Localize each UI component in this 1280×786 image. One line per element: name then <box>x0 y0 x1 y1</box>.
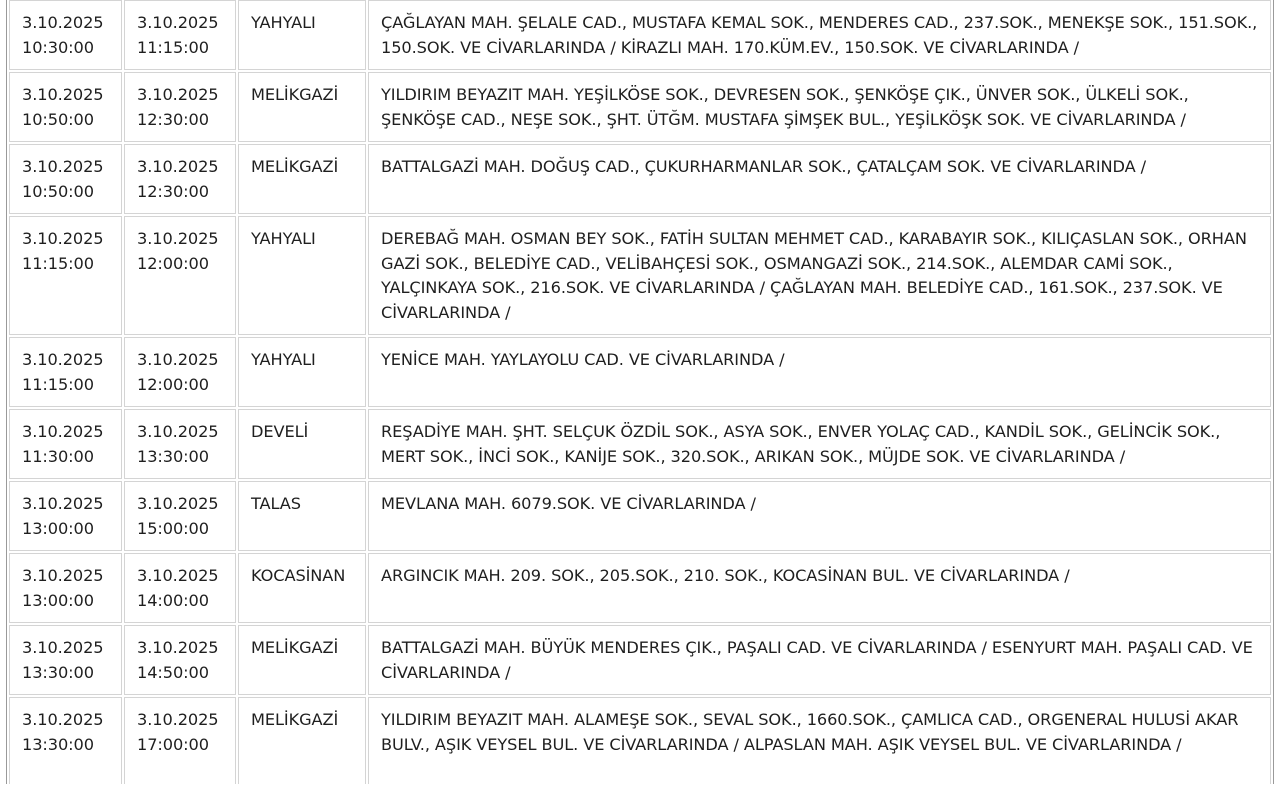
end-date: 3.10.2025 <box>137 157 219 176</box>
end-cell <box>124 409 236 479</box>
end-date: 3.10.2025 <box>137 710 219 729</box>
end-time: 14:00:00 <box>137 590 209 610</box>
end-date: 3.10.2025 <box>137 494 219 513</box>
start-time: 13:30:00 <box>22 662 94 682</box>
address-cell: YILDIRIM BEYAZIT MAH. ALAMEŞE SOK., SEVAL SOK., 1660.SOK., ÇAMLICA CAD., ORGENERAL HULUSİ AKAR BULV., AŞIK VEYSEL BUL. VE CİVARLARINDA / ALPASLAN MAH. AŞIK VEYSEL BUL. VE CİVARLARINDA / <box>368 697 1271 784</box>
address-cell: ARGINCIK MAH. 209. SOK., 205.SOK., 210. SOK., KOCASİNAN BUL. VE CİVARLARINDA / <box>368 553 1271 623</box>
district-cell: DEVELİ <box>238 409 366 479</box>
table-row <box>9 0 1271 70</box>
end-date: 3.10.2025 <box>137 566 219 585</box>
start-time: 13:00:00 <box>22 518 94 538</box>
start-time: 11:15:00 <box>22 253 94 273</box>
table-row <box>9 697 1271 784</box>
outage-table-container <box>6 0 1274 784</box>
address-cell: BATTALGAZİ MAH. DOĞUŞ CAD., ÇUKURHARMANLAR SOK., ÇATALÇAM SOK. VE CİVARLARINDA / <box>368 144 1271 214</box>
start-date: 3.10.2025 <box>22 422 104 441</box>
end-time: 17:00:00 <box>137 734 209 754</box>
start-time: 10:30:00 <box>22 37 94 57</box>
start-date: 3.10.2025 <box>22 13 104 32</box>
start-time: 13:30:00 <box>22 734 94 754</box>
end-date: 3.10.2025 <box>137 85 219 104</box>
address-cell: DEREBAĞ MAH. OSMAN BEY SOK., FATİH SULTAN MEHMET CAD., KARABAYIR SOK., KILIÇASLAN SOK., ORHAN GAZİ SOK., BELEDİYE CAD., VELİBAHÇESİ SOK., OSMANGAZİ SOK., 214.SOK., ALEMDAR CAMİ SOK., YALÇINKAYA SOK., 216.SOK. VE CİVARLARINDA / ÇAĞLAYAN MAH. BELEDİYE CAD., 161.SOK., 237.SOK. VE CİVARLARINDA / <box>368 216 1271 335</box>
start-date: 3.10.2025 <box>22 350 104 369</box>
end-date: 3.10.2025 <box>137 229 219 248</box>
end-cell <box>124 144 236 214</box>
end-time: 12:30:00 <box>137 181 209 201</box>
end-time: 14:50:00 <box>137 662 209 682</box>
start-time: 10:50:00 <box>22 109 94 129</box>
district-cell: YAHYALI <box>238 0 366 70</box>
start-date: 3.10.2025 <box>22 638 104 657</box>
address-cell: YENİCE MAH. YAYLAYOLU CAD. VE CİVARLARINDA / <box>368 337 1271 407</box>
end-time: 15:00:00 <box>137 518 209 538</box>
table-row <box>9 625 1271 695</box>
end-date: 3.10.2025 <box>137 422 219 441</box>
table-row <box>9 216 1271 335</box>
end-cell <box>124 337 236 407</box>
table-row <box>9 337 1271 407</box>
start-date: 3.10.2025 <box>22 494 104 513</box>
table-row <box>9 72 1271 142</box>
address-cell: REŞADİYE MAH. ŞHT. SELÇUK ÖZDİL SOK., ASYA SOK., ENVER YOLAÇ CAD., KANDİL SOK., GELİNCİK SOK., MERT SOK., İNCİ SOK., KANİJE SOK., 320.SOK., ARIKAN SOK., MÜJDE SOK. VE CİVARLARINDA / <box>368 409 1271 479</box>
table-body <box>9 0 1271 784</box>
district-cell: MELİKGAZİ <box>238 144 366 214</box>
end-time: 12:00:00 <box>137 374 209 394</box>
district-cell: YAHYALI <box>238 337 366 407</box>
end-cell <box>124 481 236 551</box>
start-cell <box>9 216 122 335</box>
table-row <box>9 481 1271 551</box>
district-cell: MELİKGAZİ <box>238 72 366 142</box>
district-cell: KOCASİNAN <box>238 553 366 623</box>
address-cell: YILDIRIM BEYAZIT MAH. YEŞİLKÖSE SOK., DEVRESEN SOK., ŞENKÖŞE ÇIK., ÜNVER SOK., ÜLKELİ SOK., ŞENKÖŞE CAD., NEŞE SOK., ŞHT. ÜTĞM. MUSTAFA ŞİMŞEK BUL., YEŞİLKÖŞK SOK. VE CİVARLARINDA / <box>368 72 1271 142</box>
start-cell <box>9 625 122 695</box>
end-cell <box>124 72 236 142</box>
start-cell <box>9 144 122 214</box>
start-date: 3.10.2025 <box>22 85 104 104</box>
start-date: 3.10.2025 <box>22 229 104 248</box>
district-cell: MELİKGAZİ <box>238 625 366 695</box>
end-time: 13:30:00 <box>137 446 209 466</box>
start-cell <box>9 72 122 142</box>
start-time: 11:15:00 <box>22 374 94 394</box>
power-outage-table <box>6 0 1274 784</box>
start-date: 3.10.2025 <box>22 710 104 729</box>
end-time: 12:30:00 <box>137 109 209 129</box>
start-date: 3.10.2025 <box>22 157 104 176</box>
start-time: 11:30:00 <box>22 446 94 466</box>
end-cell <box>124 0 236 70</box>
start-date: 3.10.2025 <box>22 566 104 585</box>
district-cell: MELİKGAZİ <box>238 697 366 784</box>
start-cell <box>9 337 122 407</box>
end-cell <box>124 697 236 784</box>
district-cell: TALAS <box>238 481 366 551</box>
end-date: 3.10.2025 <box>137 13 219 32</box>
end-cell <box>124 553 236 623</box>
end-cell <box>124 625 236 695</box>
address-cell: MEVLANA MAH. 6079.SOK. VE CİVARLARINDA / <box>368 481 1271 551</box>
end-cell <box>124 216 236 335</box>
start-cell <box>9 553 122 623</box>
start-time: 10:50:00 <box>22 181 94 201</box>
end-date: 3.10.2025 <box>137 638 219 657</box>
start-cell <box>9 697 122 784</box>
start-cell <box>9 481 122 551</box>
start-cell <box>9 409 122 479</box>
address-cell: BATTALGAZİ MAH. BÜYÜK MENDERES ÇIK., PAŞALI CAD. VE CİVARLARINDA / ESENYURT MAH. PAŞALI CAD. VE CİVARLARINDA / <box>368 625 1271 695</box>
end-time: 11:15:00 <box>137 37 209 57</box>
end-date: 3.10.2025 <box>137 350 219 369</box>
table-row <box>9 144 1271 214</box>
end-time: 12:00:00 <box>137 253 209 273</box>
start-time: 13:00:00 <box>22 590 94 610</box>
table-row <box>9 409 1271 479</box>
start-cell <box>9 0 122 70</box>
table-row <box>9 553 1271 623</box>
district-cell: YAHYALI <box>238 216 366 335</box>
address-cell: ÇAĞLAYAN MAH. ŞELALE CAD., MUSTAFA KEMAL SOK., MENDERES CAD., 237.SOK., MENEKŞE SOK., 151.SOK., 150.SOK. VE CİVARLARINDA / KİRAZLI MAH. 170.KÜM.EV., 150.SOK. VE CİVARLARINDA / <box>368 0 1271 70</box>
